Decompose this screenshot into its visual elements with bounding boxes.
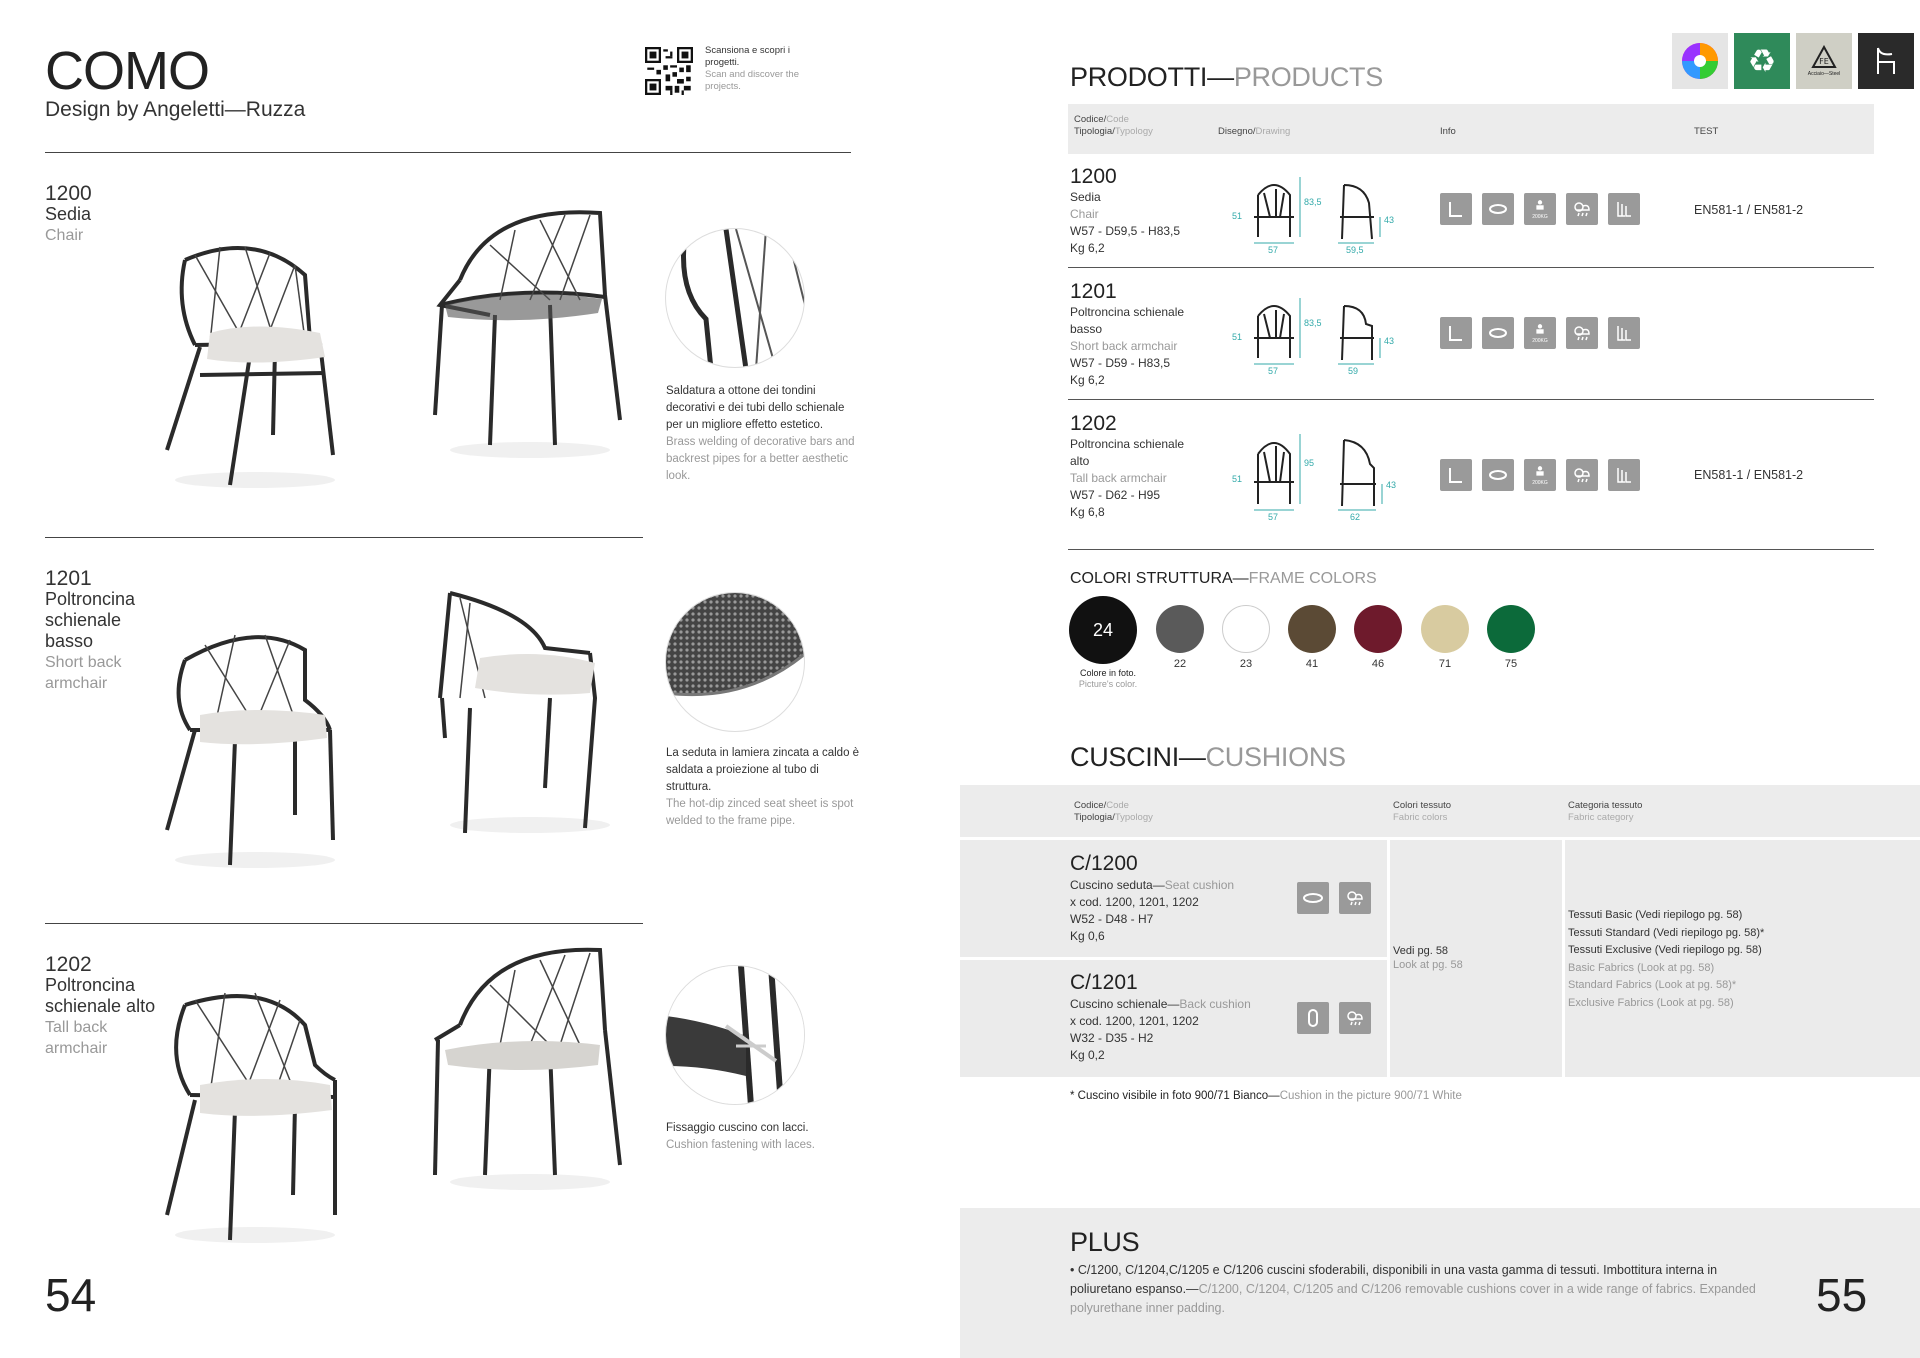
- armchair-tall-photo-back: [430, 945, 630, 1190]
- divider-1: [45, 537, 643, 538]
- cth-fabric-colors: Colori tessuto Fabric colors: [1393, 800, 1452, 823]
- dim-depth: 59: [1348, 366, 1359, 376]
- recycle-icon: ♻: [1734, 33, 1790, 89]
- weight-load-icon: 200KG: [1524, 459, 1556, 491]
- page-number-left: 54: [45, 1269, 97, 1321]
- row-divider: [1068, 549, 1874, 550]
- detail-circle-laces: [665, 965, 805, 1105]
- cth-fabric-category: Categoria tessuto Fabric category: [1568, 800, 1643, 823]
- product-row-1200: [1068, 165, 1874, 265]
- technical-drawing: [1224, 296, 1464, 376]
- color-swatch-71[interactable]: [1421, 605, 1469, 653]
- product-label-1201: 1201 Poltroncina schienale basso Short back armchair: [45, 567, 136, 692]
- products-table-header: [1068, 104, 1874, 154]
- chair-photo-front: [155, 235, 355, 490]
- armchair-tall-photo-front: [155, 985, 355, 1245]
- th-info: Info: [1440, 126, 1456, 137]
- divider-2: [45, 923, 643, 924]
- color-code-22: 22: [1173, 658, 1187, 670]
- row-details: Sedia Chair W57 - D59,5 - H83,5 Kg 6,2: [1070, 190, 1181, 255]
- color-swatch-24[interactable]: 24: [1069, 596, 1137, 664]
- color-swatch-41[interactable]: [1288, 605, 1336, 653]
- dim-seat-height: 51: [1232, 211, 1243, 221]
- technical-drawing: [1224, 432, 1464, 522]
- cushion-icon: [1482, 317, 1514, 349]
- dim-arm: 43: [1384, 215, 1395, 225]
- th-test: TEST: [1694, 126, 1719, 137]
- chair-photo-back: [430, 205, 630, 460]
- cth-code: Codice/Code Tipologia/Typology: [1074, 800, 1153, 823]
- armchair-short-photo-side: [430, 588, 630, 833]
- th-code: Codice/Code Tipologia/Typology: [1074, 114, 1153, 137]
- designer-subtitle: Design by Angeletti—Ruzza: [45, 98, 306, 121]
- th-drawing: Disegno/Drawing: [1218, 126, 1291, 137]
- color-code-41: 41: [1305, 658, 1319, 670]
- info-icons: [1440, 459, 1650, 491]
- cushion-icons: [1297, 1002, 1381, 1034]
- detail-note-laces: Fissaggio cuscino con lacci. Cushion fastening with laces.: [666, 1122, 815, 1151]
- test-standard: EN581-1 / EN581-2: [1694, 468, 1804, 482]
- brand-title: COMO: [45, 41, 209, 101]
- color-wheel-icon: [1672, 33, 1728, 89]
- stackable-icon: [1440, 459, 1472, 491]
- stacking-chairs-icon: [1608, 193, 1640, 225]
- row-code: 1201: [1070, 280, 1117, 303]
- color-code-23: 23: [1239, 658, 1253, 670]
- weather-resistant-icon: [1339, 1002, 1371, 1034]
- qr-code[interactable]: [645, 47, 693, 95]
- color-swatch-75[interactable]: [1487, 605, 1535, 653]
- weight-load-icon: 200KG: [1524, 193, 1556, 225]
- color-swatch-46[interactable]: [1354, 605, 1402, 653]
- chair-symbol-icon: [1858, 33, 1914, 89]
- qr-caption: Scansiona e scopri i progetti. Scan and discover the projects.: [705, 45, 800, 92]
- product-row-1201: [1068, 280, 1874, 390]
- cushion-details: Cuscino schienale—Back cushion x cod. 1200, 1201, 1202 W32 - D35 - H2 Kg 0,2: [1070, 997, 1251, 1062]
- cushion-code: C/1200: [1070, 852, 1138, 875]
- products-heading: PRODOTTI—PRODUCTS: [1070, 62, 1383, 92]
- row-divider: [1068, 267, 1874, 268]
- steel-recycling-icon: FE Acciaio—Steel: [1796, 33, 1852, 89]
- cushion-icon: [1482, 459, 1514, 491]
- title-divider: [45, 152, 851, 153]
- cushion-icon: [1482, 193, 1514, 225]
- dim-seat-height: 51: [1232, 474, 1243, 484]
- stacking-chairs-icon: [1608, 459, 1640, 491]
- product-row-1202: [1068, 412, 1874, 542]
- stackable-icon: [1440, 193, 1472, 225]
- page-number-right: 55: [1816, 1269, 1868, 1321]
- color-swatch-22[interactable]: [1156, 605, 1204, 653]
- cushion-icons: [1297, 882, 1381, 914]
- detail-note-seat: La seduta in lamiera zincata a caldo è saldata a proiezione al tubo di struttura. The hot-dip zinced seat sheet is spot welded to the frame pipe.: [666, 747, 860, 827]
- dim-width: 57: [1268, 366, 1279, 376]
- product-label-1200: 1200 Sedia Chair: [45, 182, 92, 244]
- weather-resistant-icon: [1566, 193, 1598, 225]
- test-standard: EN581-1 / EN581-2: [1694, 203, 1804, 217]
- product-label-1202: 1202 Poltroncina schienale alto Tall back armchair: [45, 953, 156, 1057]
- dim-seat-height: 51: [1232, 332, 1243, 342]
- certification-icons: [1672, 33, 1920, 89]
- frame-colors-heading: COLORI STRUTTURA—FRAME COLORS: [1070, 570, 1377, 587]
- dim-arm: 43: [1384, 336, 1395, 346]
- plus-heading: PLUS: [1070, 1227, 1140, 1257]
- back-cushion-icon: [1297, 1002, 1329, 1034]
- weight-load-icon: 200KG: [1524, 317, 1556, 349]
- dim-height: 95: [1304, 458, 1315, 468]
- cushion-footnote: * Cuscino visibile in foto 900/71 Bianco—Cushion in the picture 900/71 White: [1070, 1090, 1462, 1102]
- seat-cushion-icon: [1297, 882, 1329, 914]
- row-details: Poltroncina schienale alto Tall back armchair W57 - D62 - H95 Kg 6,8: [1070, 437, 1185, 519]
- armchair-short-photo-front: [155, 620, 355, 870]
- fabric-category-list: Tessuti Basic (Vedi riepilogo pg. 58) Tessuti Standard (Vedi riepilogo pg. 58)* Tessuti Exclusive (Vedi riepilogo pg. 58) Basic Fabrics (Look at pg. 58) Standard Fabrics (Look at pg. 58)* Exclusive Fabrics (Look at pg. 58): [1568, 909, 1765, 1009]
- detail-note-welding: Saldatura a ottone dei tondini decorativi e dei tubi dello schienale per un migliore effetto estetico. Brass welding of decorative bars and backrest pipes for a better aesthetic look.: [666, 385, 855, 482]
- cushion-details: Cuscino seduta—Seat cushion x cod. 1200, 1201, 1202 W52 - D48 - H7 Kg 0,6: [1070, 878, 1235, 943]
- row-code: 1202: [1070, 412, 1117, 435]
- info-icons: [1440, 193, 1650, 225]
- detail-circle-seat: [665, 592, 805, 732]
- weather-resistant-icon: [1566, 317, 1598, 349]
- color-code-75: 75: [1504, 658, 1518, 670]
- color-code-71: 71: [1438, 658, 1452, 670]
- color-swatch-23[interactable]: [1222, 605, 1270, 653]
- stacking-chairs-icon: [1608, 317, 1640, 349]
- weather-resistant-icon: [1566, 459, 1598, 491]
- dim-width: 57: [1268, 245, 1279, 255]
- dim-width: 57: [1268, 512, 1279, 522]
- weather-resistant-icon: [1339, 882, 1371, 914]
- color-note: Colore in foto. Picture's color.: [1078, 668, 1138, 689]
- row-details: Poltroncina schienale basso Short back armchair W57 - D59 - H83,5 Kg 6,2: [1070, 305, 1185, 387]
- plus-text: • C/1200, C/1204,C/1205 e C/1206 cuscini sfoderabili, disponibili in una vasta gamma di tessuti. Imbottitura interna in poliuretano espanso.—C/1200, C/1204, C/1205 and C/1206 removable cushions cover in a wide range of fabrics. Expanded polyurethane inner padding.: [1070, 1263, 1756, 1315]
- detail-circle-welding: [665, 228, 805, 368]
- row-divider: [1068, 399, 1874, 400]
- fabric-colors-ref: Vedi pg. 58 Look at pg. 58: [1393, 945, 1463, 971]
- row-code: 1200: [1070, 165, 1117, 188]
- dim-height: 83,5: [1304, 197, 1322, 207]
- info-icons: [1440, 317, 1650, 349]
- cushions-heading: CUSCINI—CUSHIONS: [1070, 742, 1346, 772]
- stackable-icon: [1440, 317, 1472, 349]
- svg-text:FE: FE: [1819, 57, 1829, 66]
- cushion-code: C/1201: [1070, 971, 1138, 994]
- dim-height: 83,5: [1304, 318, 1322, 328]
- dim-depth: 59,5: [1346, 245, 1364, 255]
- dim-depth: 62: [1350, 512, 1361, 522]
- dim-arm: 43: [1386, 480, 1397, 490]
- color-code-46: 46: [1371, 658, 1385, 670]
- technical-drawing: [1224, 175, 1464, 255]
